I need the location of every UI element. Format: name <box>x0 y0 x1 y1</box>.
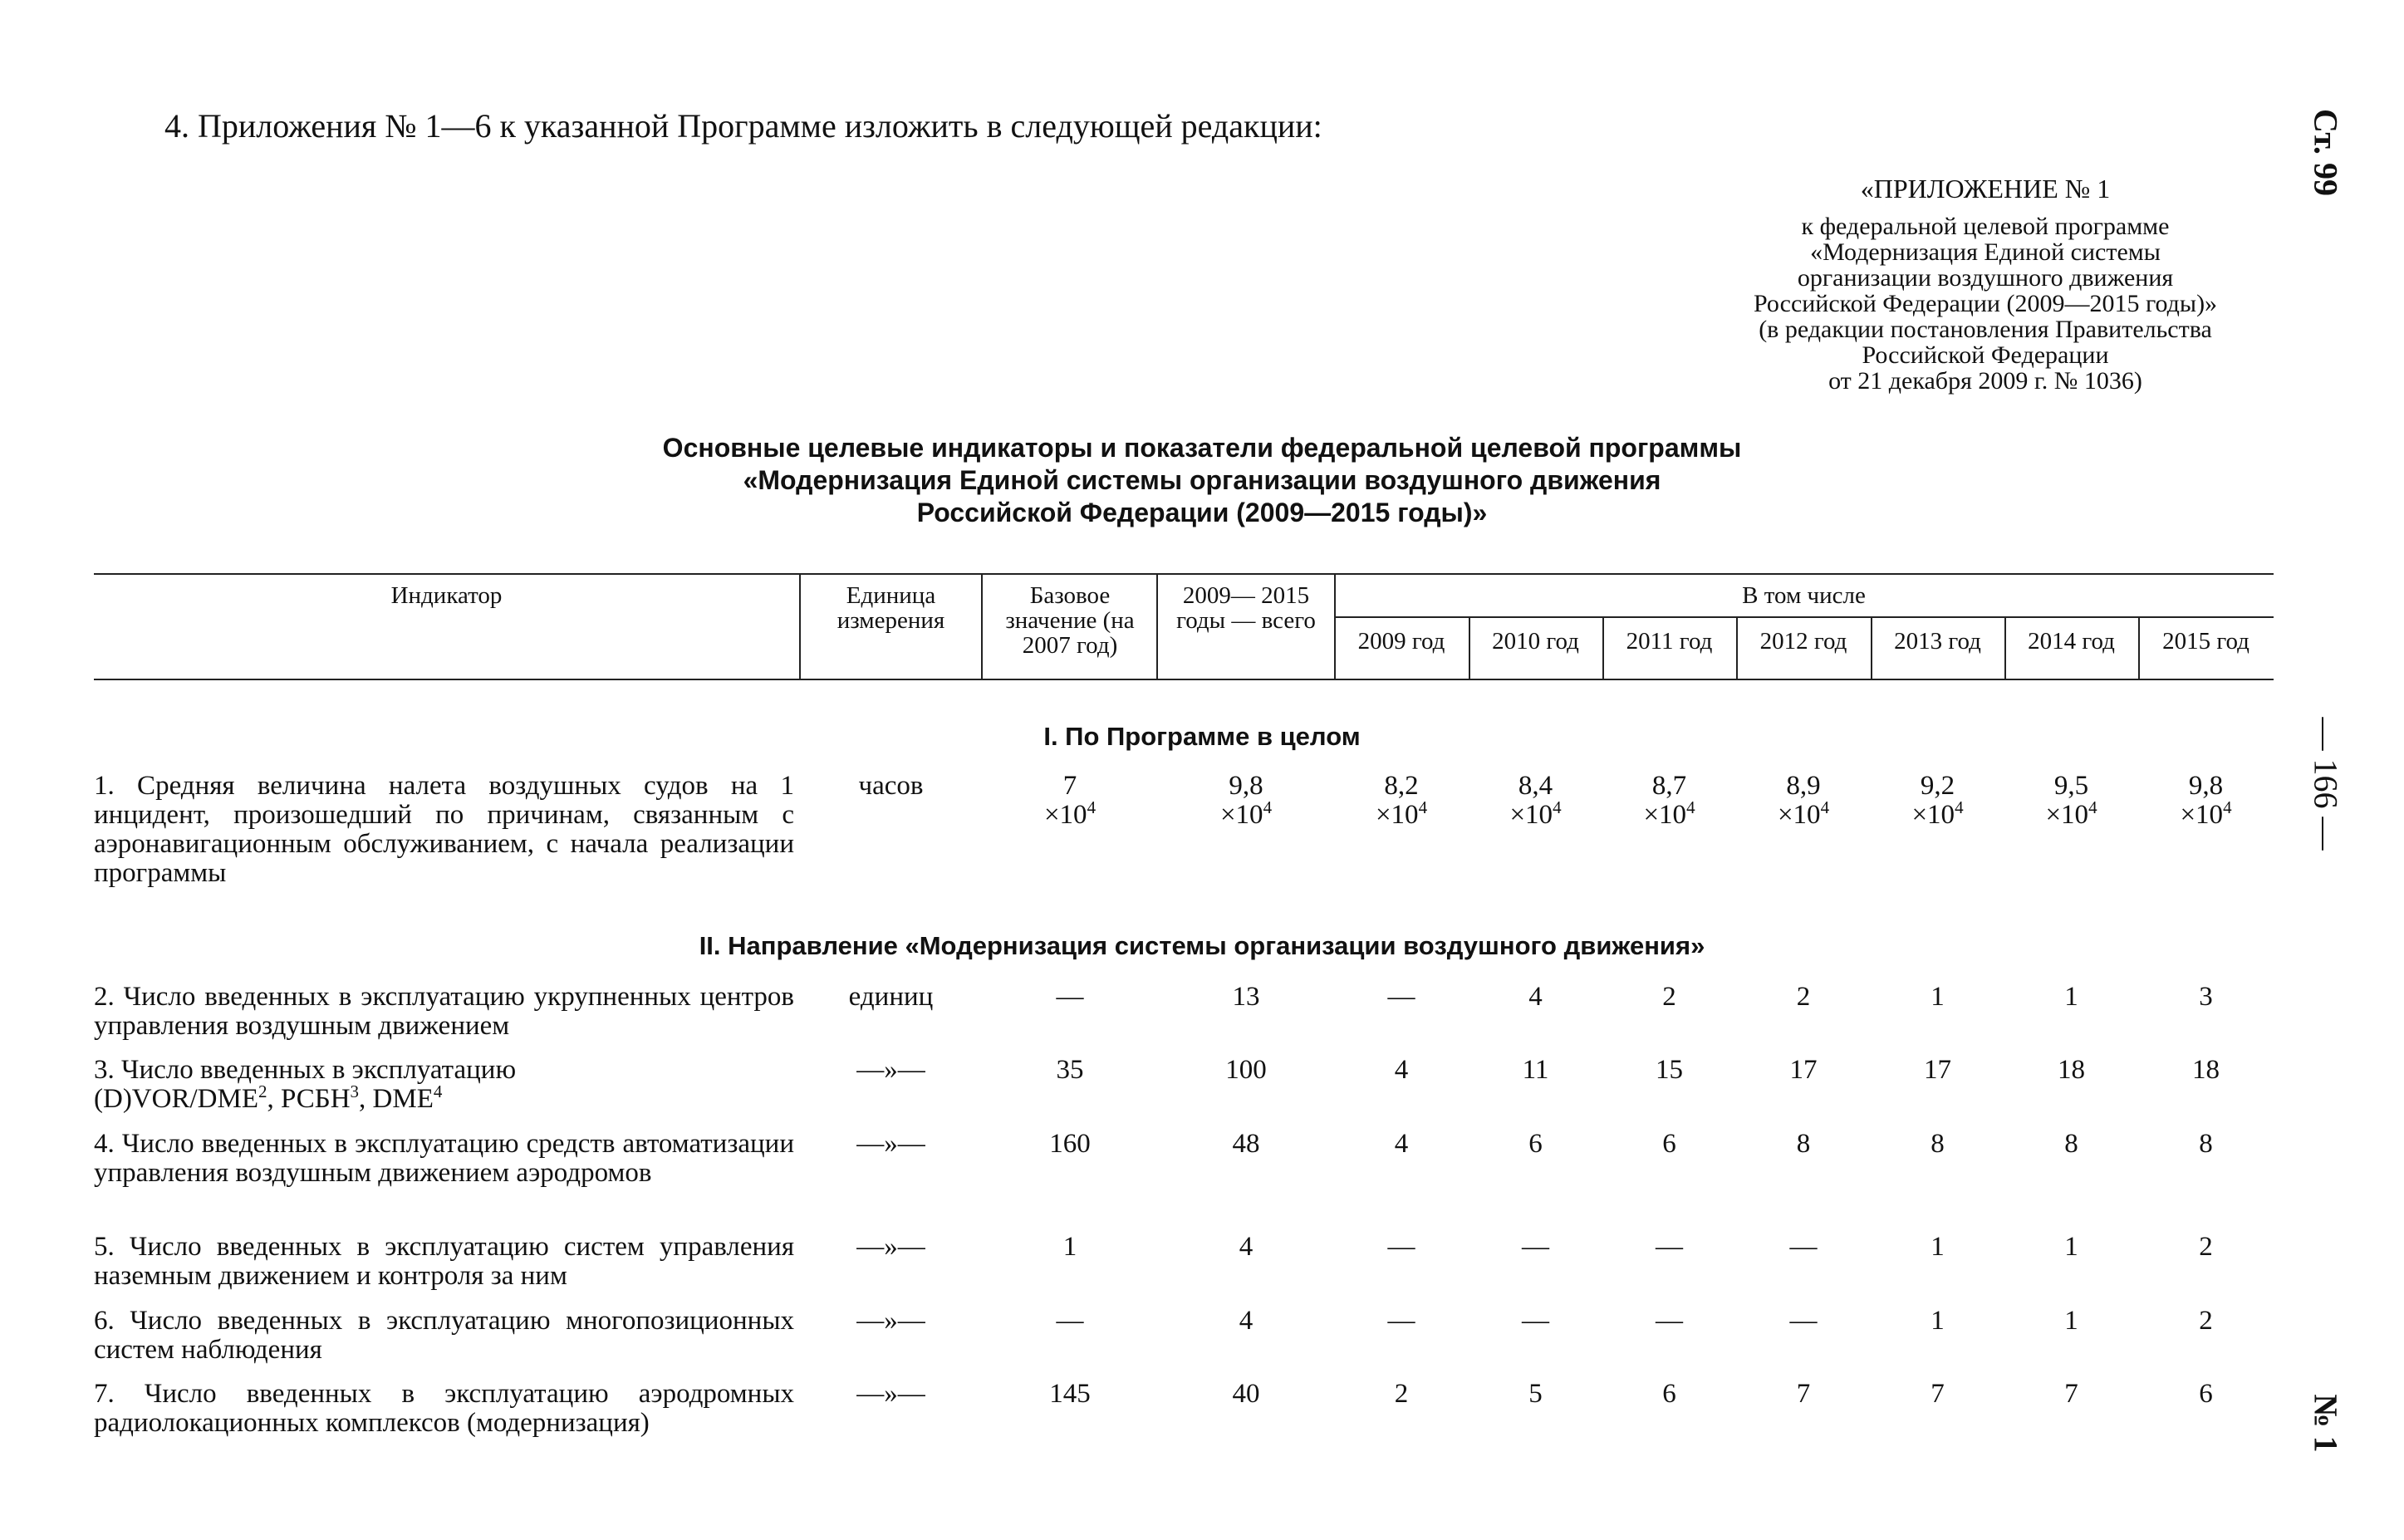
value: 8,9 <box>1786 771 1821 801</box>
row-year-value: — <box>1522 1306 1549 1336</box>
header-base: Базовое значение (на 2007 год) <box>1005 582 1135 659</box>
row-year-value: 7 <box>2064 1379 2078 1409</box>
row-base: 145 <box>1049 1379 1091 1409</box>
row-unit: —»— <box>856 1306 925 1336</box>
row-year-value: 8 <box>1796 1129 1811 1159</box>
value: 9,5 <box>2053 771 2089 801</box>
header-indicator: Индикатор <box>390 582 503 609</box>
row-label: 6. Число введенных в эксплуатацию многопозиционных систем наблюдения <box>94 1306 794 1365</box>
row-year-value: 2 <box>2199 1306 2213 1336</box>
section-heading: II. Направление «Модернизация системы организации воздушного движения» <box>699 931 1705 960</box>
multiplier-base: ×10 <box>1509 800 1553 830</box>
multiplier-exponent: 4 <box>1087 797 1097 817</box>
row-year-value: 6 <box>1528 1129 1543 1159</box>
multiplier <box>1163 797 1329 830</box>
footnote-mark: 3 <box>350 1081 360 1101</box>
row-year-value: — <box>1789 1306 1818 1336</box>
annex-line: «Модернизация Единой системы <box>1810 238 2161 266</box>
multiplier-exponent: 4 <box>2088 797 2097 817</box>
row-year-value: 6 <box>1662 1379 1676 1409</box>
table-top-rule <box>94 573 2274 575</box>
row-unit: часов <box>858 771 924 801</box>
annex-line: к федеральной целевой программе <box>1801 213 2170 240</box>
multiplier-exponent: 4 <box>1263 797 1273 817</box>
col-divider <box>1156 573 1158 679</box>
row-year-value: 18 <box>2192 1055 2220 1085</box>
multiplier <box>1736 797 1871 830</box>
row-year-value: — <box>1387 1306 1415 1336</box>
title-line: Основные целевые индикаторы и показатели федеральной целевой программы <box>662 433 1742 463</box>
header-total: 2009— 2015 годы — всего <box>1176 582 1316 634</box>
row-year-value: 6 <box>2199 1379 2213 1409</box>
row-base: — <box>1056 982 1084 1012</box>
row-unit: —»— <box>856 1129 925 1159</box>
row-total: 40 <box>1232 1379 1260 1409</box>
multiplier <box>1334 797 1469 830</box>
col-divider <box>981 573 983 679</box>
article-number: Ст. 99 <box>2307 109 2345 196</box>
row-base <box>987 772 1153 830</box>
row-label-text: , DME <box>359 1084 434 1114</box>
header-year: 2015 год <box>2162 628 2249 655</box>
row-label: 5. Число введенных в эксплуатацию систем управления наземным движением и контроля за ним <box>94 1232 794 1291</box>
row-year-value <box>1602 772 1736 830</box>
row-year-value <box>2004 772 2138 830</box>
multiplier-exponent: 4 <box>2223 797 2232 817</box>
row-base: 160 <box>1049 1129 1091 1159</box>
multiplier-base: ×10 <box>1911 800 1955 830</box>
header-year: 2012 год <box>1759 628 1847 655</box>
value: 7 <box>1062 771 1077 801</box>
row-year-value: 8 <box>1931 1129 1945 1159</box>
row-label: 4. Число введенных в эксплуатацию средств автоматизации управления воздушным движением аэродромов <box>94 1129 794 1188</box>
annex-heading <box>1695 176 2276 394</box>
multiplier-exponent: 4 <box>1686 797 1695 817</box>
document-title <box>0 432 2404 529</box>
multiplier-exponent: 4 <box>1820 797 1830 817</box>
row-label-text: 3. Число введенных в эксплуатацию (D)VOR/DME <box>94 1055 517 1114</box>
row-total: 48 <box>1232 1129 1260 1159</box>
annex-line: (в редакции постановления Правительства <box>1759 316 2212 343</box>
title-line: Российской Федерации (2009—2015 годы)» <box>916 498 1488 527</box>
row-year-value: — <box>1387 1232 1415 1262</box>
multiplier-exponent: 4 <box>1955 797 1964 817</box>
row-year-value: 8 <box>2064 1129 2078 1159</box>
multiplier-base: ×10 <box>1375 800 1419 830</box>
row-label: 2. Число введенных в эксплуатацию укрупненных центров управления воздушным движением <box>94 982 794 1041</box>
row-year-value: 1 <box>2064 1306 2078 1336</box>
table-subheader-rule <box>1334 616 2274 618</box>
row-label: 1. Средняя величина налета воздушных судов на 1 инцидент, произошедший по причинам, связанным с аэронавигационным обслуживанием, с начала реализации программы <box>94 771 794 888</box>
header-year: 2009 год <box>1357 628 1445 655</box>
row-year-value: 15 <box>1656 1055 1683 1085</box>
row-year-value: 5 <box>1528 1379 1543 1409</box>
multiplier <box>1871 797 2004 830</box>
row-year-value: 1 <box>2064 1232 2078 1262</box>
multiplier-exponent: 4 <box>1418 797 1428 817</box>
row-year-value <box>1334 772 1469 830</box>
row-year-value: 11 <box>1522 1055 1549 1085</box>
annex-label: «ПРИЛОЖЕНИЕ № 1 <box>1860 174 2111 204</box>
header-year: 2013 год <box>1894 628 1981 655</box>
row-base: 35 <box>1056 1055 1084 1085</box>
multiplier-base: ×10 <box>1643 800 1687 830</box>
row-year-value: 6 <box>1662 1129 1676 1159</box>
row-unit: —»— <box>856 1379 925 1409</box>
col-divider <box>799 573 801 679</box>
row-year-value: 2 <box>1796 982 1811 1012</box>
row-total: 100 <box>1225 1055 1267 1085</box>
multiplier-base: ×10 <box>2180 800 2224 830</box>
row-year-value: 2 <box>1662 982 1676 1012</box>
value: 9,8 <box>2188 771 2224 801</box>
row-year-value: 18 <box>2058 1055 2085 1085</box>
multiplier <box>1469 797 1602 830</box>
row-label: 7. Число введенных в эксплуатацию аэродромных радиолокационных комплексов (модернизация) <box>94 1379 794 1438</box>
row-total: 4 <box>1239 1306 1254 1336</box>
multiplier-base: ×10 <box>1043 800 1087 830</box>
row-year-value <box>1469 772 1602 830</box>
value: 8,4 <box>1518 771 1553 801</box>
row-year-value: 8 <box>2199 1129 2213 1159</box>
row-unit: —»— <box>856 1232 925 1262</box>
header-year: 2010 год <box>1492 628 1579 655</box>
row-year-value <box>1736 772 1871 830</box>
multiplier-base: ×10 <box>2045 800 2089 830</box>
row-base: — <box>1056 1306 1084 1336</box>
intro-line: 4. Приложения № 1—6 к указанной Программе изложить в следующей редакции: <box>164 107 1322 145</box>
section-heading: I. По Программе в целом <box>1043 722 1361 751</box>
row-year-value: 4 <box>1394 1055 1409 1085</box>
value: 9,8 <box>1229 771 1263 801</box>
row-total: 4 <box>1239 1232 1254 1262</box>
footnote-mark: 4 <box>433 1081 443 1101</box>
multiplier-base: ×10 <box>1777 800 1821 830</box>
multiplier <box>1602 797 1736 830</box>
multiplier <box>987 797 1153 830</box>
row-year-value: 1 <box>2064 982 2078 1012</box>
row-year-value: 2 <box>1394 1379 1409 1409</box>
row-year-value: — <box>1789 1232 1818 1262</box>
annex-line: Российской Федерации (2009—2015 годы)» <box>1753 290 2218 317</box>
row-year-value: 7 <box>1931 1379 1945 1409</box>
page-number: — 166 — <box>2307 717 2345 851</box>
row-year-value: 3 <box>2199 982 2213 1012</box>
multiplier <box>2004 797 2138 830</box>
row-base: 1 <box>1062 1232 1077 1262</box>
row-total: 13 <box>1232 982 1260 1012</box>
row-year-value: — <box>1656 1306 1683 1336</box>
value: 8,7 <box>1651 771 1687 801</box>
row-year-value: 2 <box>2199 1232 2213 1262</box>
header-including: В том числе <box>1742 582 1866 609</box>
row-year-value: 4 <box>1528 982 1543 1012</box>
annex-line: от 21 декабря 2009 г. № 1036) <box>1828 367 2142 395</box>
issue-number: № 1 <box>2307 1394 2345 1453</box>
row-year-value: — <box>1656 1232 1683 1262</box>
multiplier <box>2138 797 2274 830</box>
row-year-value: 7 <box>1796 1379 1811 1409</box>
row-year-value: 4 <box>1394 1129 1409 1159</box>
header-unit: Единица измерения <box>836 582 945 634</box>
header-year: 2011 год <box>1626 628 1713 655</box>
value: 9,2 <box>1920 771 1955 801</box>
header-year: 2014 год <box>2028 628 2115 655</box>
multiplier-exponent: 4 <box>1553 797 1562 817</box>
row-label <box>94 1056 675 1114</box>
annex-line: Российской Федерации <box>1862 341 2109 369</box>
row-year-value: — <box>1522 1232 1549 1262</box>
row-year-value: 1 <box>1931 1232 1945 1262</box>
row-year-value <box>2138 772 2274 830</box>
title-line: «Модернизация Единой системы организации воздушного движения <box>743 465 1661 495</box>
row-year-value: 17 <box>1924 1055 1951 1085</box>
annex-line: организации воздушного движения <box>1797 264 2174 292</box>
row-year-value: 1 <box>1931 1306 1945 1336</box>
row-year-value: — <box>1387 982 1415 1012</box>
row-total <box>1163 772 1329 830</box>
multiplier-base: ×10 <box>1219 800 1263 830</box>
row-unit: —»— <box>856 1055 925 1085</box>
row-year-value: 17 <box>1789 1055 1818 1085</box>
row-year-value: 1 <box>1931 982 1945 1012</box>
footnote-mark: 2 <box>258 1081 267 1101</box>
row-year-value <box>1871 772 2004 830</box>
row-unit: единиц <box>848 982 934 1012</box>
value: 8,2 <box>1384 771 1419 801</box>
row-label-text: , РСБН <box>267 1084 351 1114</box>
table-header-bottom-rule <box>94 679 2274 680</box>
